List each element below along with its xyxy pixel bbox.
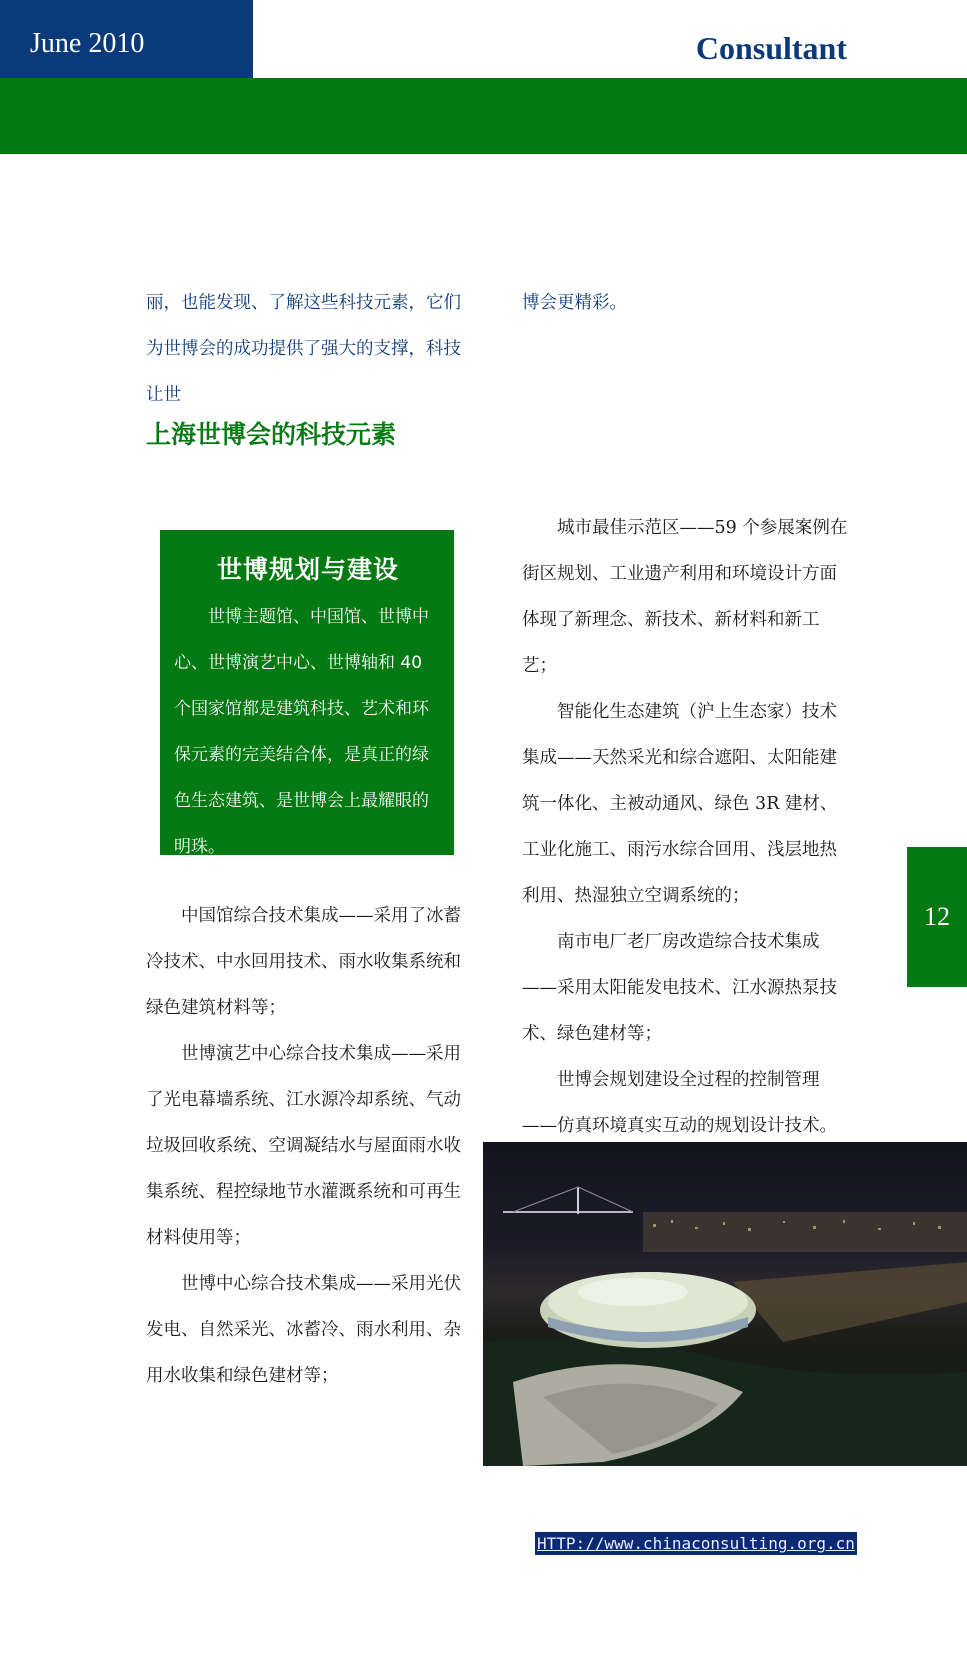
paragraph-power-plant-renovation: 南市电厂老厂房改造综合技术集成——采用太阳能发电技术、江水源热泵技术、绿色建材等； <box>522 932 837 1044</box>
continued-text-left: 丽，也能发现、了解这些科技元素，它们为世博会的成功提供了强大的支撑，科技让世 <box>146 293 461 405</box>
issue-date: June 2010 <box>0 0 253 78</box>
website-link[interactable]: HTTP://www.chinaconsulting.org.cn <box>537 1534 855 1553</box>
night-scene-illustration <box>483 1142 967 1466</box>
header-green-band <box>0 78 967 154</box>
section-heading: 上海世博会的科技元素 <box>146 420 397 449</box>
highlight-box-title: 世博规划与建设 <box>216 555 399 584</box>
paragraph-eco-building: 智能化生态建筑（沪上生态家）技术集成——天然采光和综合遮阳、太阳能建筑一体化、主被动通风、绿色 3R 建材、工业化施工、雨污水综合回用、浅层地热利用、热湿独立空调系统的； <box>522 702 838 906</box>
paragraph-china-pavilion: 中国馆综合技术集成——采用了冰蓄冷技术、中水回用技术、雨水收集系统和绿色建筑材料等； <box>146 906 461 1018</box>
expo-culture-center-photo <box>483 1142 967 1466</box>
highlight-box <box>160 530 454 855</box>
right-column <box>522 505 852 1149</box>
magazine-title: Consultant <box>695 30 847 66</box>
paragraph-expo-culture-center: 世博演艺中心综合技术集成——采用了光电幕墙系统、江水源冷却系统、气动垃圾回收系统、空调凝结水与屋面雨水收集系统、程控绿地节水灌溉系统和可再生材料使用等； <box>146 1044 461 1248</box>
left-column <box>146 893 476 1399</box>
highlight-box-body: 世博主题馆、中国馆、世博中心、世博演艺中心、世博轴和 40 个国家馆都是建筑科技、艺术和环保元素的完美结合体，是真正的绿色生态建筑、是世博会上最耀眼的明珠。 <box>174 607 429 857</box>
paragraph-best-practice-area: 城市最佳示范区——59 个参展案例在街区规划、工业遗产利用和环境设计方面体现了新理念、新技术、新材料和新工艺； <box>522 518 848 676</box>
paragraph-planning-control: 世博会规划建设全过程的控制管理——仿真环境真实互动的规划设计技术。 <box>522 1070 837 1136</box>
paragraph-expo-center: 世博中心综合技术集成——采用光伏发电、自然采光、冰蓄冷、雨水利用、杂用水收集和绿色建材等； <box>146 1274 461 1386</box>
page-number-tab: 12 <box>907 847 967 987</box>
continued-text-right: 博会更精彩。 <box>522 293 627 313</box>
